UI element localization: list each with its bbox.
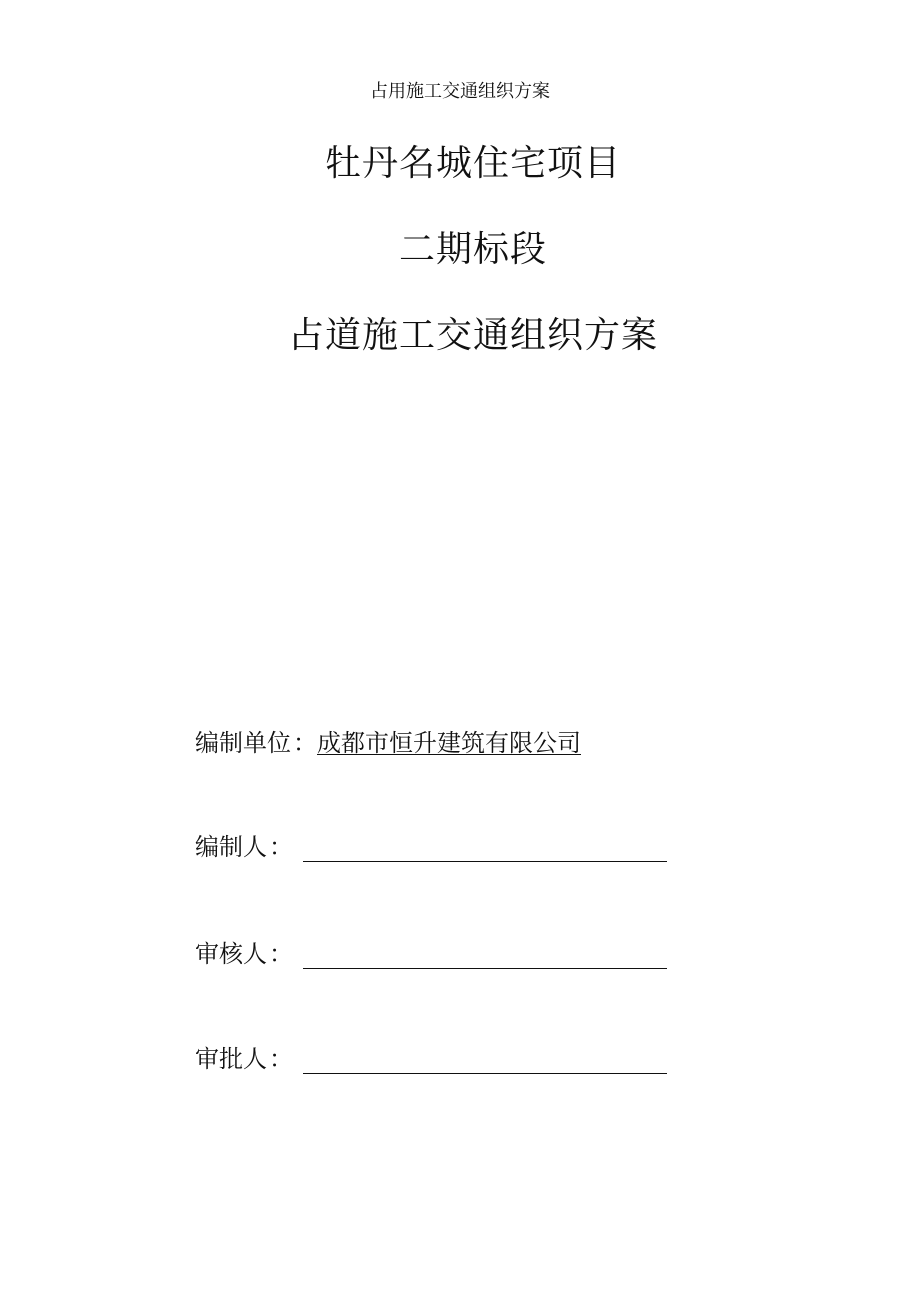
reviewer-label: 审核人 — [195, 940, 267, 968]
compiling-unit-colon: ： — [293, 729, 317, 757]
running-header: 占用施工交通组织方案 — [370, 81, 550, 102]
cover-title-project: 牡丹名城住宅项目 — [324, 143, 621, 184]
editor-colon: ： — [269, 833, 293, 861]
cover-title-phase: 二期标段 — [398, 229, 547, 270]
reviewer-colon: ： — [269, 940, 293, 968]
reviewer-row — [195, 937, 667, 969]
editor-row — [195, 830, 667, 862]
editor-label: 编制人 — [195, 833, 267, 861]
compiling-unit-label: 编制单位 — [195, 729, 291, 757]
cover-title-plan: 占道施工交通组织方案 — [287, 315, 658, 356]
approver-label: 审批人 — [195, 1045, 267, 1073]
approver-signature-line — [303, 1047, 667, 1074]
approver-row — [195, 1042, 667, 1074]
compiling-unit-value: 成都市恒升建筑有限公司 — [317, 729, 581, 757]
compiling-unit-row — [195, 726, 581, 758]
approver-colon: ： — [269, 1045, 293, 1073]
reviewer-signature-line — [303, 942, 667, 969]
editor-signature-line — [303, 835, 667, 862]
